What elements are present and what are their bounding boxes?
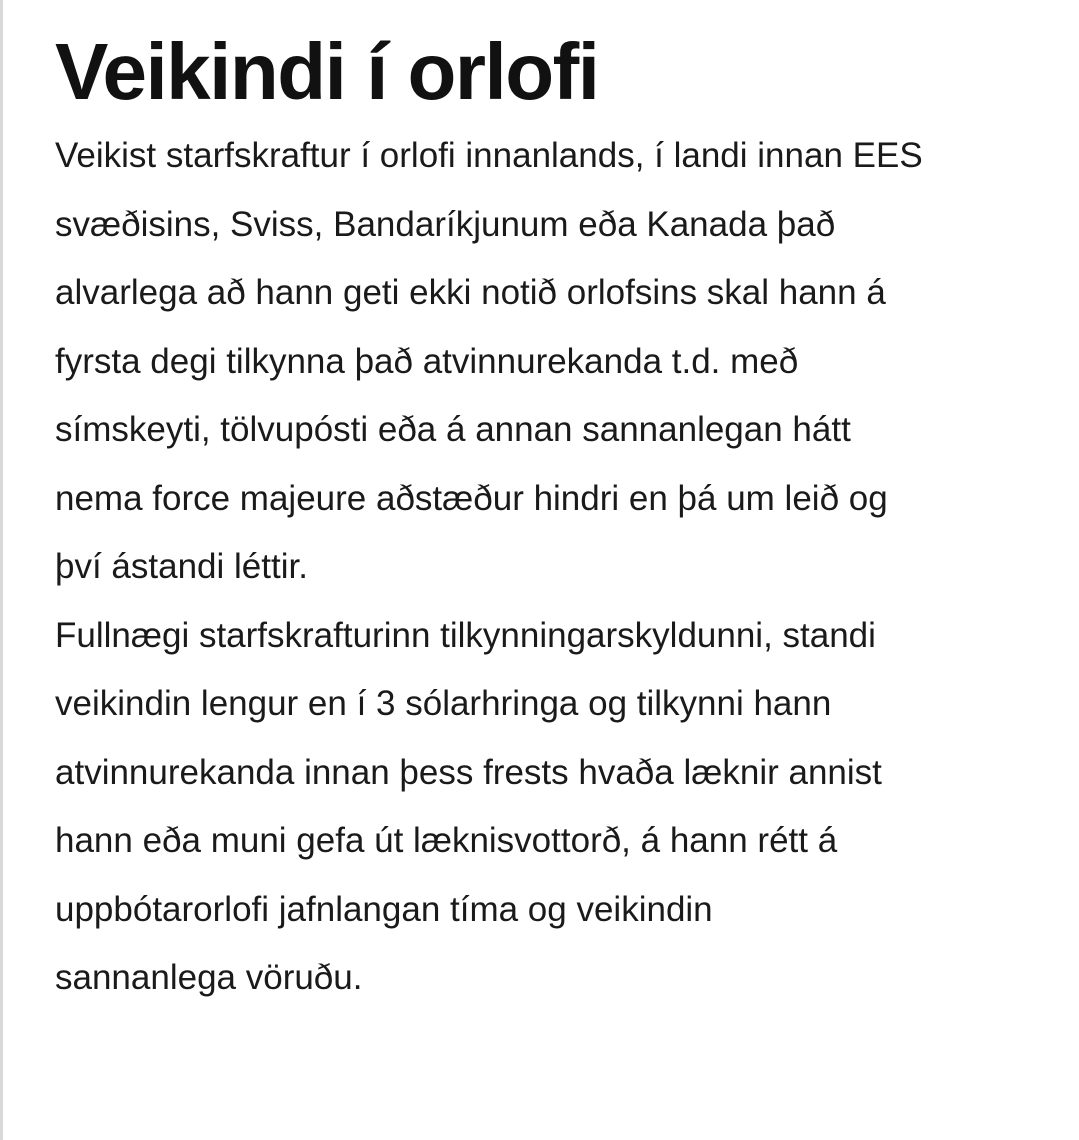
text-line: alvarlega að hann geti ekki notið orlofsins skal hann á [55,273,886,312]
text-line: sannanlega vöruðu. [55,958,363,997]
text-line: hann eða muni gefa út læknisvottorð, á hann rétt á [55,821,838,860]
text-line: atvinnurekanda innan þess frests hvaða læknir annist [55,752,882,792]
article [55,0,1045,1013]
text-line: Veikist starfskraftur í orlofi innanlands, í landi innan EES [55,136,923,175]
text-line: nema force majeure aðstæður hindri en þá um leið og [55,478,888,518]
text-line: veikindin lengur en í 3 sólarhringa og tilkynni hann [55,684,832,723]
text-line: því ástandi léttir. [55,547,308,586]
text-line: svæðisins, Sviss, Bandaríkjunum eða Kanada það [55,204,836,244]
text-line: uppbótarorlofi jafnlangan tíma og veikindin [55,889,713,929]
left-border [0,0,3,1140]
paragraph-sick-leave-notice [55,122,1045,602]
paragraph-compensation-leave [55,602,1045,1013]
page-title: Veikindi í orlofi [55,27,599,116]
text-line: símskeyti, tölvupósti eða á annan sannanlegan hátt [55,410,851,449]
text-line: fyrsta degi tilkynna það atvinnurekanda t.d. með [55,341,799,381]
text-line: Fullnægi starfskrafturinn tilkynningarskyldunni, standi [55,615,876,655]
